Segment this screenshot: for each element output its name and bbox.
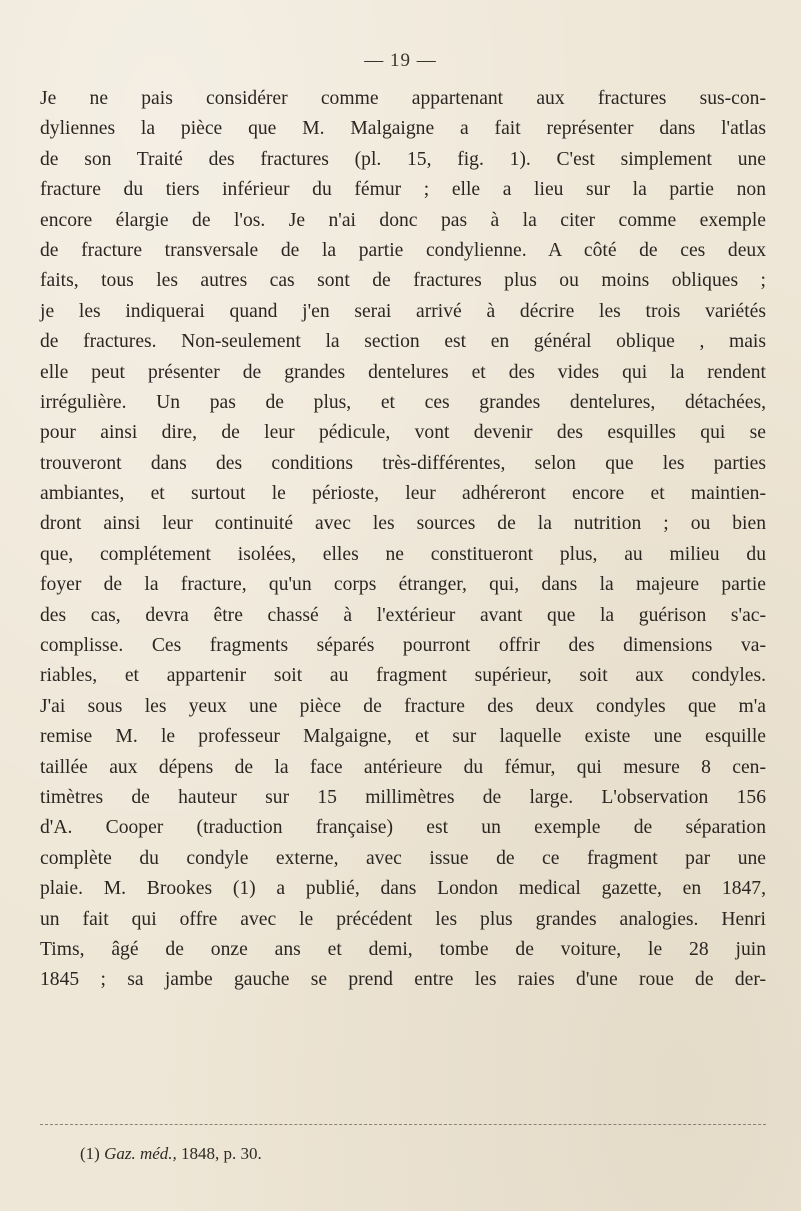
text-line: elle peut présenter de grandes dentelures et des vides qui la rendent (40, 361, 766, 383)
text-line: de fractures. Non-seulement la section est en général oblique , mais (40, 331, 766, 353)
footnote-separator (40, 1124, 766, 1125)
text-line: un fait qui offre avec le précédent les plus grandes analogies. Henri (40, 908, 766, 930)
footnote-marker: (1) (80, 1144, 100, 1163)
text-line: je les indiquerai quand j'en serai arrivé à décrire les trois variétés (40, 300, 766, 322)
text-line: fracture du tiers inférieur du fémur ; elle a lieu sur la partie non (40, 179, 766, 201)
text-line: ambiantes, et surtout le périoste, leur adhéreront encore et maintien- (40, 483, 766, 505)
text-line: complète du condyle externe, avec issue de ce fragment par une (40, 847, 766, 869)
page-number: — 19 — (364, 50, 437, 71)
text-line: de fracture transversale de la partie condylienne. A côté de ces deux (40, 239, 766, 261)
text-line: remise M. le professeur Malgaigne, et sur laquelle existe une esquille (40, 726, 766, 748)
text-line: 1845 ; sa jambe gauche se prend entre les raies d'une roue de der- (40, 969, 766, 991)
text-line: taillée aux dépens de la face antérieure du fémur, qui mesure 8 cen- (40, 756, 766, 778)
text-line: timètres de hauteur sur 15 millimètres de large. L'observation 156 (40, 786, 766, 808)
text-line: dront ainsi leur continuité avec les sources de la nutrition ; ou bien (40, 513, 766, 535)
footnote (80, 1144, 262, 1164)
body-text (40, 84, 766, 996)
text-line: des cas, devra être chassé à l'extérieur avant que la guérison s'ac- (40, 604, 766, 626)
text-line: faits, tous les autres cas sont de fractures plus ou moins obliques ; (40, 270, 766, 292)
text-line: de son Traité des fractures (pl. 15, fig. 1). C'est simplement une (40, 148, 766, 170)
text-line: plaie. M. Brookes (1) a publié, dans London medical gazette, en 1847, (40, 878, 766, 900)
text-line: Tims, âgé de onze ans et demi, tombe de voiture, le 28 juin (40, 938, 766, 960)
text-line: foyer de la fracture, qu'un corps étranger, qui, dans la majeure partie (40, 574, 766, 596)
text-line: riables, et appartenir soit au fragment supérieur, soit aux condyles. (40, 665, 766, 687)
text-line: encore élargie de l'os. Je n'ai donc pas à la citer comme exemple (40, 209, 766, 231)
text-line: que, complétement isolées, elles ne constitueront plus, au milieu du (40, 543, 766, 565)
text-line: dyliennes la pièce que M. Malgaigne a fait représenter dans l'atlas (40, 118, 766, 140)
footnote-source: Gaz. méd., (104, 1144, 177, 1163)
text-line: d'A. Cooper (traduction française) est un exemple de séparation (40, 817, 766, 839)
footnote-reference: 1848, p. 30. (181, 1144, 262, 1163)
text-line: J'ai sous les yeux une pièce de fracture des deux condyles que m'a (40, 695, 766, 717)
text-line: Je ne pais considérer comme appartenant aux fractures sus-con- (40, 88, 766, 109)
text-line: pour ainsi dire, de leur pédicule, vont devenir des esquilles qui se (40, 422, 766, 444)
text-line: complisse. Ces fragments séparés pourront offrir des dimensions va- (40, 635, 766, 657)
text-line: irrégulière. Un pas de plus, et ces grandes dentelures, détachées, (40, 391, 766, 413)
text-line: trouveront dans des conditions très-différentes, selon que les parties (40, 452, 766, 474)
